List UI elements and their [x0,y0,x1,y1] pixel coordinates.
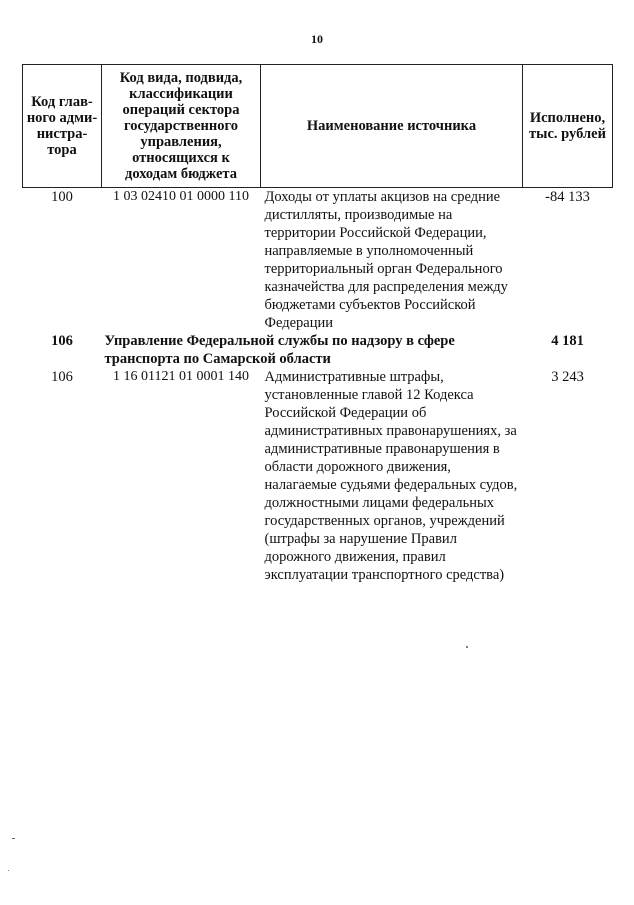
scan-speck [12,838,15,839]
table-row [23,368,613,584]
revenue-table [22,64,613,584]
source-name-cell: Административные штрафы, установленные главой 12 Кодекса Российской Федерации об административных правонарушениях, за административные правонарушения в области дорожного движения, налагаемые судьями федеральных судов, должностными лицами федеральных государственных органов, учреждений (штрафы за нарушение Правил дорожного движения, правил эксплуатации транспортного средства) [264,369,518,583]
scan-speck [8,870,9,871]
amount-cell: -84 133 [545,189,590,205]
amount-cell: 4 181 [551,333,584,349]
header-admin-code: Код глав- ного адми- нистра- тора [23,65,102,188]
group-row [23,332,613,368]
header-amount: Исполнено, тыс. рублей [523,65,613,188]
scan-speck [466,646,468,648]
source-name-cell: Доходы от уплаты акцизов на средние дистилляты, производимые на территории Российской Федерации, направляемые в уполномоченный территориальный орган Федерального казначейства для распределения между бюджетами субъектов Российской Федерации [264,189,508,331]
page-number: 10 [311,32,323,46]
admin-code-cell: 106 [51,369,73,385]
amount-cell: 3 243 [551,369,584,385]
group-name-cell: Управление Федеральной службы по надзору в сфере транспорта по Самарской области [104,333,455,367]
header-revenue-code: Код вида, подвида, классификации операций сектора государственного управления, относящихся к доходам бюджета [102,65,261,188]
table-header [23,65,613,188]
revenue-code-cell: 1 16 01121 01 0001 140 [113,369,249,384]
revenue-code-cell: 1 03 02410 01 0000 110 [113,189,249,204]
table-row [23,188,613,333]
admin-code-cell: 106 [51,333,73,349]
admin-code-cell: 100 [51,189,73,205]
header-source-name: Наименование источника [261,65,523,188]
